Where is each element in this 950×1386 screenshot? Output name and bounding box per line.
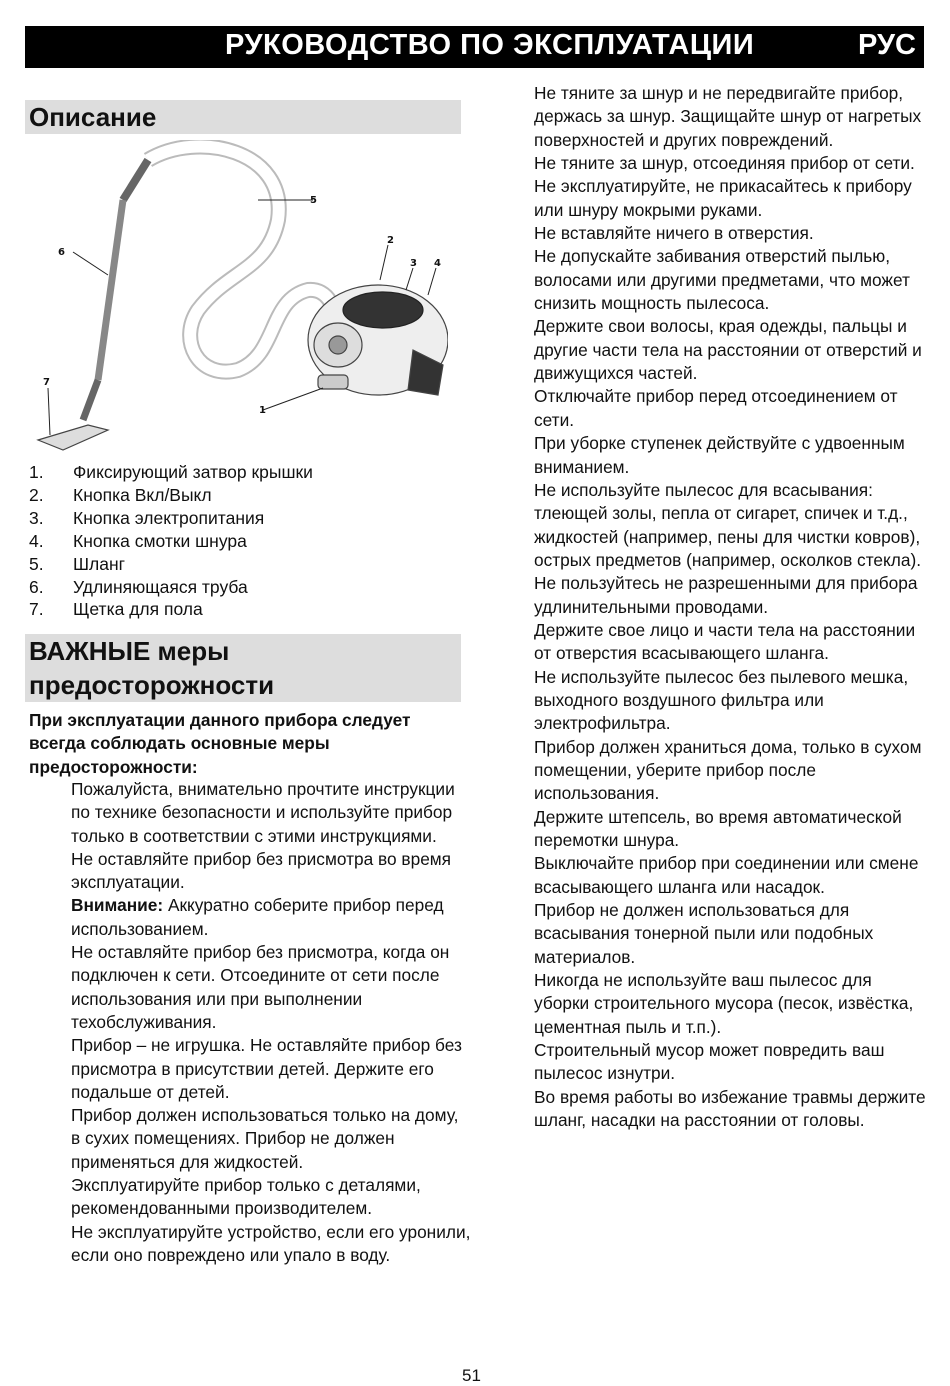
- language-label: РУС: [858, 29, 916, 61]
- vacuum-cleaner-illustration: [28, 140, 448, 460]
- callout-6: 6: [58, 247, 65, 258]
- list-item: Прибор не должен использоваться для всасывания тонерной пыли или подобных материалов.: [534, 900, 874, 967]
- callout-2: 2: [387, 235, 394, 246]
- list-item: 4. Кнопка смотки шнура: [29, 530, 247, 551]
- list-item: Держите свое лицо и части тела на расстоянии от отверстия всасывающего шланга.: [534, 619, 916, 664]
- list-item: 7. Щетка для пола: [29, 599, 203, 620]
- safety-heading-line2: предосторожности: [29, 670, 275, 700]
- safety-heading: [25, 634, 461, 702]
- page-number: 51: [462, 1366, 481, 1385]
- safety-list-left: [71, 778, 471, 1267]
- list-item: Прибор должен использоваться только на дому, в сухих помещениях. Прибор не должен применяться для жидкостей.: [71, 1105, 459, 1172]
- list-item: Не эксплуатируйте, не прикасайтесь к прибору или шнуру мокрыми руками.: [534, 176, 912, 220]
- callout-4: 4: [434, 258, 441, 269]
- list-item: Внимание: Аккуратно соберите прибор перед использованием.: [71, 895, 444, 939]
- parts-list: [29, 461, 313, 621]
- list-item: 2. Кнопка Вкл/Выкл: [29, 484, 212, 505]
- list-item: Никогда не используйте ваш пылесос для уборки строительного мусора (песок, извёстка, цементная пыль и т.п.).: [534, 970, 914, 1037]
- list-item: Держите свои волосы, края одежды, пальцы и другие части тела на расстоянии от отверстий и движущихся частей.: [534, 316, 922, 384]
- list-item: Не тяните за шнур и не передвигайте прибор, держась за шнур. Защищайте шнур от нагретых поверхностей и других повреждений.: [534, 83, 922, 150]
- list-item: Прибор – не игрушка. Не оставляйте прибор без присмотра в присутствии детей. Держите его подальше от детей.: [71, 1035, 462, 1102]
- list-item: Не используйте пылесос без пылевого мешка, выходного воздушного фильтра или электрофильтра.: [534, 666, 909, 734]
- list-item: Во время работы во избежание травмы держите шланг, насадки на расстоянии от головы.: [534, 1086, 926, 1131]
- list-item: Не эксплуатируйте устройство, если его уронили, если оно повреждено или упало в воду.: [71, 1221, 471, 1265]
- list-item: 5. Шланг: [29, 553, 126, 574]
- list-item: Пожалуйста, внимательно прочтите инструкции по технике безопасности и используйте прибор только в соответствии с этими инструкциями.: [71, 779, 455, 846]
- list-item: Прибор должен храниться дома, только в сухом помещении, уберите прибор после использования.: [534, 736, 922, 804]
- header-bar: [25, 26, 924, 68]
- callout-7: 7: [43, 377, 50, 388]
- list-item: 1. Фиксирующий затвор крышки: [29, 462, 313, 482]
- list-item: Не пользуйтесь не разрешенными для прибора удлинительными проводами.: [534, 573, 918, 617]
- list-item: 3. Кнопка электропитания: [29, 507, 265, 528]
- safety-intro: При эксплуатации данного прибора следует всегда соблюдать основные меры предосторожности:: [29, 710, 411, 777]
- list-item: Эксплуатируйте прибор только с деталями, рекомендованными производителем.: [71, 1175, 421, 1219]
- list-item: Не оставляйте прибор без присмотра, когда он подключен к сети. Отсоедините от сети после использования или при выполнении техобслуживания.: [71, 942, 450, 1032]
- list-item: Выключайте прибор при соединении или смене всасывающего шланга или насадок.: [534, 853, 919, 897]
- callout-3: 3: [410, 258, 417, 269]
- list-item: Не допускайте забивания отверстий пылью, волосами или другими предметами, что может снизить мощность пылесоса.: [534, 246, 910, 314]
- list-item: Не вставляйте ничего в отверстия.: [534, 223, 814, 244]
- list-item: Строительный мусор может повредить ваш пылесос изнутри.: [534, 1040, 885, 1084]
- list-item: При уборке ступенек действуйте с удвоенным вниманием.: [534, 433, 905, 477]
- safety-list-right: [534, 82, 929, 1132]
- list-item: Не тяните за шнур, отсоединяя прибор от сети.: [534, 153, 915, 174]
- description-heading: Описание: [25, 100, 461, 134]
- safety-heading-line1: ВАЖНЫЕ меры: [29, 636, 230, 666]
- callout-1: 1: [259, 405, 266, 416]
- warning-label: Внимание:: [71, 895, 164, 916]
- callout-5: 5: [310, 195, 317, 206]
- list-item: Не используйте пылесос для всасывания: тлеющей золы, пепла от сигарет, спичек и т.д., жидкостей (например, пены для чистки ковров), острых предметов (например, осколков стекла).: [534, 479, 922, 570]
- list-item: Держите штепсель, во время автоматической перемотки шнура.: [534, 806, 902, 850]
- page-title: РУКОВОДСТВО ПО ЭКСПЛУАТАЦИИ: [225, 29, 755, 61]
- list-item: Отключайте прибор перед отсоединением от сети.: [534, 386, 898, 430]
- list-item: 6. Удлиняющаяся труба: [29, 576, 248, 597]
- list-item: Не оставляйте прибор без присмотра во время эксплуатации.: [71, 848, 452, 893]
